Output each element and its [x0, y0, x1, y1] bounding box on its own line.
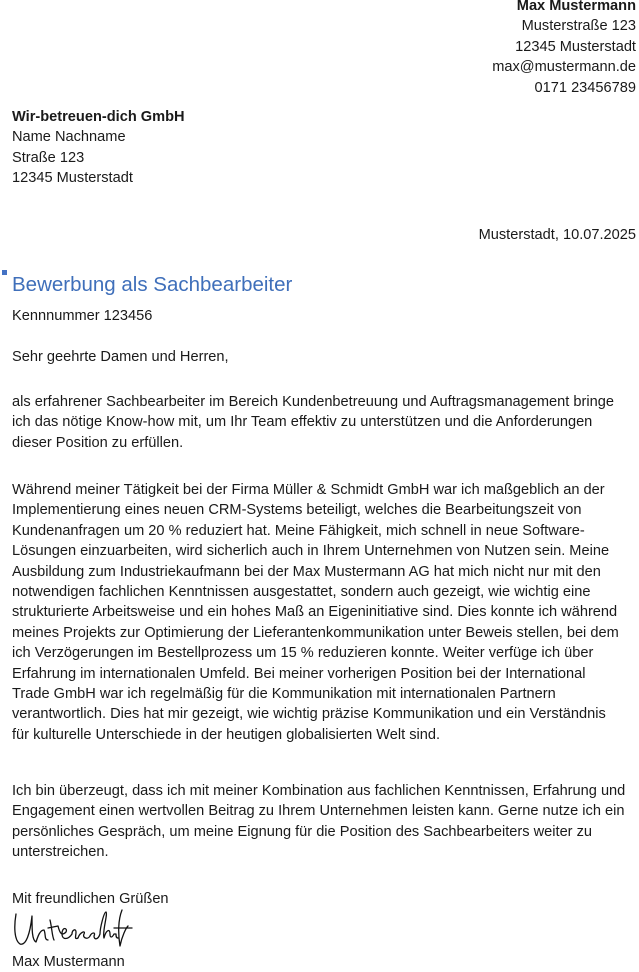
text-line: persönliches Gespräch, um meine Eignung für die Position des Sachbearbeiters weiter zu — [12, 823, 593, 840]
text-line: Ausbildung zum Industriekaufmann bei der Max Mustermann AG hat mich nicht nur mit den — [12, 563, 601, 580]
sender-phone: 0171 23456789 — [534, 79, 636, 96]
text-line: Erfahrung im internationalen Umfeld. Bei meiner vorherigen Position bei der International — [12, 665, 586, 682]
sender-name: Max Mustermann — [516, 0, 636, 14]
recipient-contact: Name Nachname — [12, 129, 126, 146]
text-line: unterstreichen. — [12, 844, 109, 861]
signer-name: Max Mustermann — [12, 954, 125, 970]
letter-date: Musterstadt, 10.07.2025 — [478, 227, 636, 243]
sender-block — [492, 0, 636, 98]
text-line: Während meiner Tätigkeit bei der Firma Müller & Schmidt GmbH war ich maßgeblich an der — [12, 482, 605, 498]
body-paragraph-1 — [12, 392, 636, 453]
text-line: strukturierte Arbeitsweise und ein hohes Maß an Eigeninitiative sind. Dies konnte ich während — [12, 604, 618, 621]
text-line: Lösungen einzuarbeiten, wird sicherlich auch in Ihrem Unternehmen von Nutzen sein. Meine — [12, 543, 610, 560]
text-line: Ich bin überzeugt, dass ich mit meiner Kombination aus fachlichen Kenntnissen, Erfahrung und — [12, 783, 626, 799]
text-line: meines Projekts zur Optimierung der Lieferantenkommunikation unter Beweis stellen, bei dem — [12, 624, 619, 641]
body-paragraph-3 — [12, 781, 636, 863]
salutation: Sehr geehrte Damen und Herren, — [12, 349, 229, 365]
subject-marker — [2, 270, 7, 275]
text-line: verantwortlich. Dies hat mir gezeigt, wie wichtig präzise Kommunikation und ein Verständnis — [12, 706, 606, 723]
handwritten-signature — [10, 906, 134, 950]
subject-line: Bewerbung als Sachbearbeiter — [12, 273, 293, 296]
reference-number: Kennnummer 123456 — [12, 308, 153, 324]
sender-city: 12345 Musterstadt — [515, 38, 636, 55]
text-line: für kulturelle Unterschiede in der heutigen globalisierten Welt sind. — [12, 726, 441, 743]
recipient-city: 12345 Musterstadt — [12, 170, 133, 187]
text-line: dieser Position zu erfüllen. — [12, 434, 184, 451]
closing-phrase: Mit freundlichen Grüßen — [12, 891, 169, 907]
body-paragraph-2 — [12, 480, 636, 745]
text-line: als erfahrener Sachbearbeiter im Bereich Kundenbetreuung und Auftragsmanagement bringe — [12, 394, 614, 410]
text-line: ich das nötige Know-how mit, um Ihr Team effektiv zu unterstützen und die Anforderungen — [12, 414, 593, 431]
text-line: notwendigen fachlichen Kenntnissen ausgestattet, sondern auch gezeigt, wie wichtig eine — [12, 584, 591, 601]
text-line: Kundenanfragen um 20 % reduziert hat. Meine Fähigkeit, mich schnell in neue Software- — [12, 522, 585, 539]
text-line: Engagement einen wertvollen Beitrag zu Ihrem Unternehmen leisten kann. Gerne nutze ich ein — [12, 803, 625, 820]
recipient-street: Straße 123 — [12, 149, 85, 166]
recipient-block — [12, 107, 185, 189]
text-line: Trade GmbH war ich regelmäßig für die Kommunikation mit internationalen Partnern — [12, 686, 556, 703]
sender-street: Musterstraße 123 — [521, 18, 636, 35]
recipient-company: Wir-betreuen-dich GmbH — [12, 109, 185, 125]
text-line: ich Verzögerungen im Bestellprozess um 15 % reduzieren konnte. Weiter verfüge ich über — [12, 645, 594, 662]
text-line: Implementierung eines neuen CRM-Systems beteiligt, welches die Bearbeitungszeit von — [12, 502, 582, 519]
sender-email: max@mustermann.de — [492, 59, 636, 76]
